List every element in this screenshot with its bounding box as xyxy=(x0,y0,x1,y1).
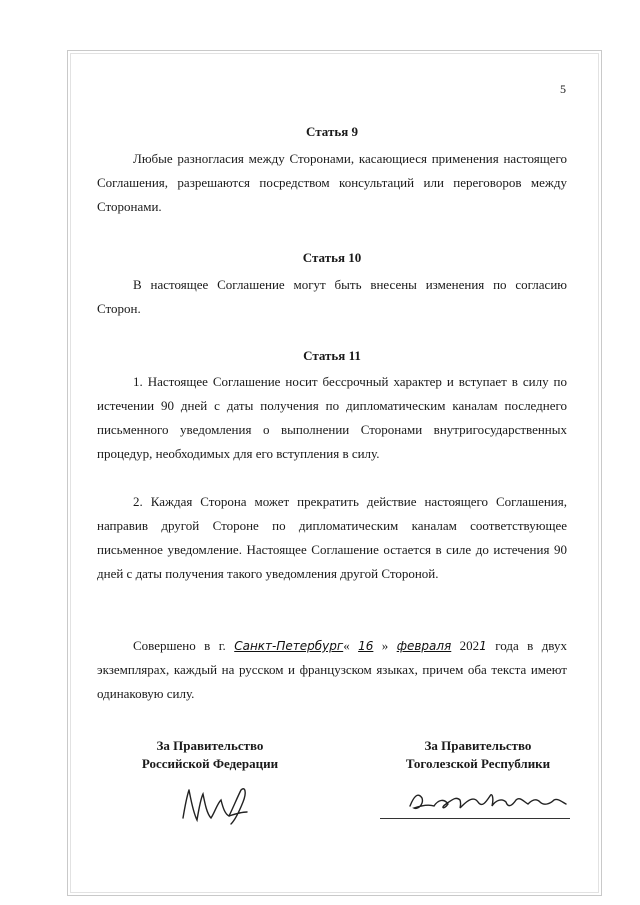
signature-right-title xyxy=(378,737,578,773)
closing-day-close: » xyxy=(381,638,389,653)
closing-prefix: Совершено в г. xyxy=(133,638,226,653)
signature-left-line-2: Российской Федерации xyxy=(141,756,279,771)
signature-right-line xyxy=(380,818,570,819)
closing-year-prefix: 202 xyxy=(459,638,480,653)
closing-line-2: экземплярах, каждый на русском и французском языках, причем оба текста имеют одинаковую силу. xyxy=(97,662,567,701)
closing-day-open: « xyxy=(343,638,350,653)
closing-month: февраля xyxy=(396,639,452,653)
closing-city: Санкт-Петербург xyxy=(234,639,344,653)
signature-right-line-1: За Правительство xyxy=(424,738,532,753)
closing-year-digit: 1 xyxy=(479,639,487,653)
closing-paragraph xyxy=(97,634,567,706)
signature-left-title xyxy=(120,737,300,773)
closing-suffix: года в двух xyxy=(495,638,567,653)
signature-right-mark xyxy=(404,782,574,822)
closing-day: 16 xyxy=(358,639,374,653)
signature-right-line-2: Тоголезской Республики xyxy=(405,756,551,771)
article-10-heading: Статья 10 xyxy=(302,250,362,265)
page-number: 5 xyxy=(560,82,566,96)
article-11-heading: Статья 11 xyxy=(303,348,361,363)
article-10-paragraph: В настоящее Соглашение могут быть внесены изменения по согласию Сторон. xyxy=(97,277,567,316)
signature-left-line-1: За Правительство xyxy=(156,738,264,753)
signature-left-mark xyxy=(175,778,265,830)
article-9-heading: Статья 9 xyxy=(306,124,358,139)
article-9-paragraph: Любые разногласия между Сторонами, касающиеся применения настоящего Соглашения, разрешаются посредством консультаций или переговоров между Сторонами. xyxy=(97,151,567,214)
article-11-paragraph-2: 2. Каждая Сторона может прекратить действие настоящего Соглашения, направив другой Стороне по дипломатическим каналам соответствующее письменное уведомление. Настоящее Соглашение остается в силе до истечения 90 дней с даты получения такого уведомления другой Стороной. xyxy=(97,494,567,581)
article-11-paragraph-1: 1. Настоящее Соглашение носит бессрочный характер и вступает в силу по истечении 90 дней с даты получения по дипломатическим каналам последнего письменного уведомления о выполнении Сторонами внутригосударственных процедур, необходимых для его вступления в силу. xyxy=(97,374,567,461)
